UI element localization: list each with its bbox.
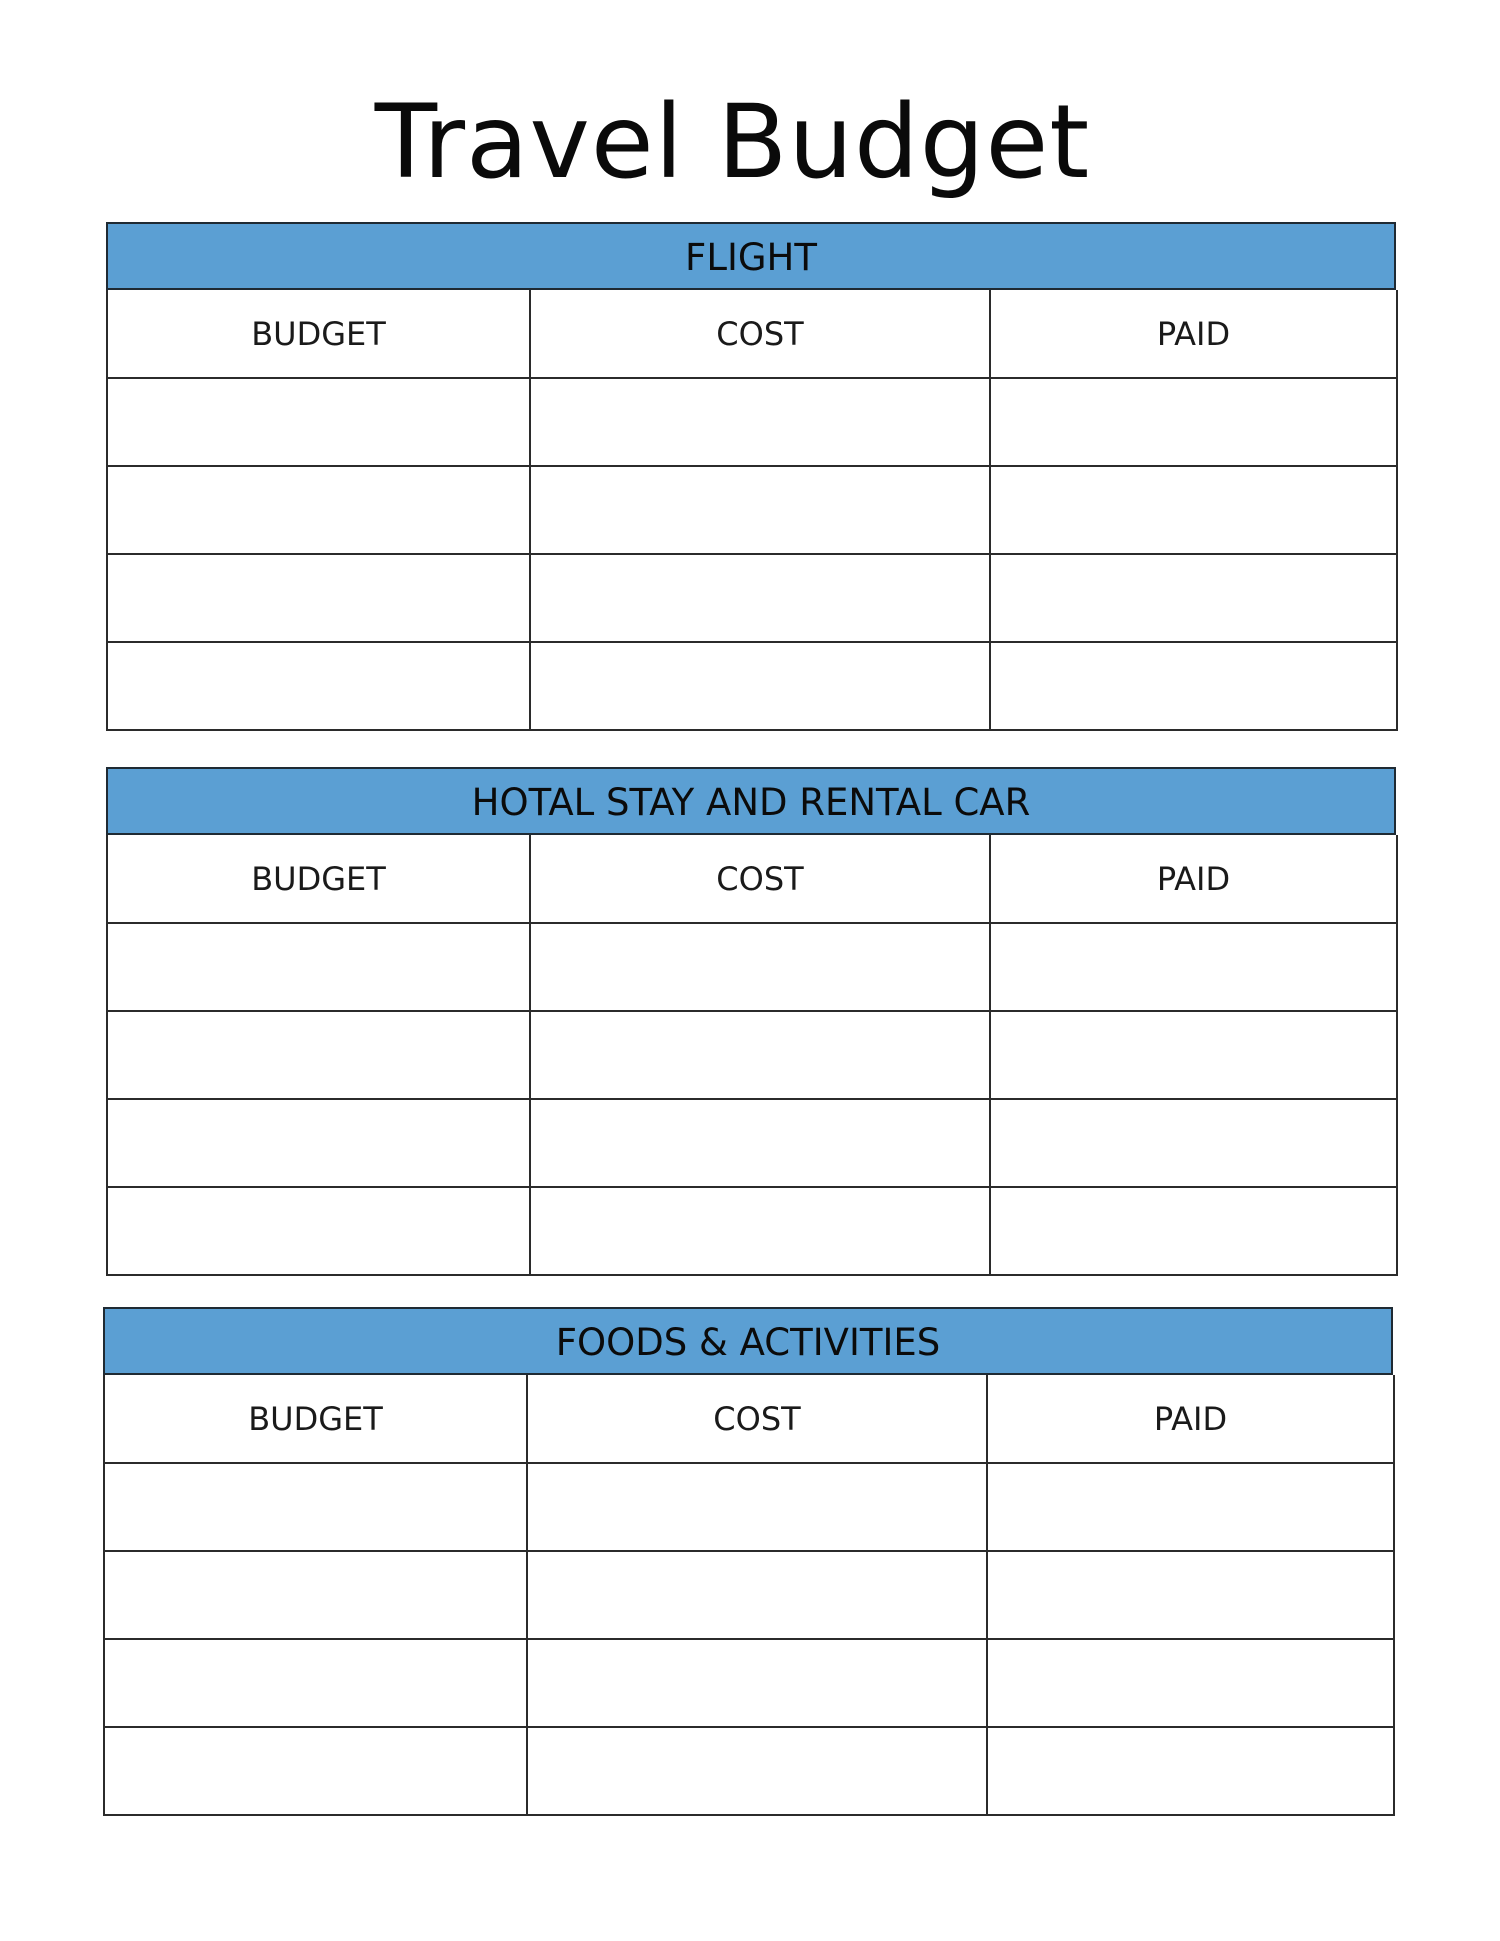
column-header-paid: PAID bbox=[987, 1375, 1394, 1463]
cost-cell[interactable] bbox=[530, 1011, 990, 1099]
foods-activities-section-header: FOODS & ACTIVITIES bbox=[103, 1307, 1393, 1375]
table-row bbox=[107, 923, 1397, 1011]
table-header-row bbox=[107, 290, 1397, 378]
paid-cell[interactable] bbox=[990, 923, 1397, 1011]
foods-activities-budget-table bbox=[103, 1375, 1395, 1816]
budget-cell[interactable] bbox=[107, 466, 530, 554]
table-row bbox=[104, 1463, 1394, 1551]
table-row bbox=[104, 1639, 1394, 1727]
paid-cell[interactable] bbox=[987, 1463, 1394, 1551]
cost-cell[interactable] bbox=[530, 1187, 990, 1275]
paid-cell[interactable] bbox=[987, 1551, 1394, 1639]
table-row bbox=[104, 1727, 1394, 1815]
flight-section-header: FLIGHT bbox=[106, 222, 1396, 290]
table-row bbox=[107, 1099, 1397, 1187]
cost-cell[interactable] bbox=[530, 554, 990, 642]
hotel-rental-section-header: HOTAL STAY AND RENTAL CAR bbox=[106, 767, 1396, 835]
cost-cell[interactable] bbox=[527, 1727, 987, 1815]
budget-cell[interactable] bbox=[104, 1463, 527, 1551]
column-header-paid: PAID bbox=[990, 835, 1397, 923]
table-header-row bbox=[107, 835, 1397, 923]
table-row bbox=[104, 1551, 1394, 1639]
table-row bbox=[107, 642, 1397, 730]
paid-cell[interactable] bbox=[987, 1639, 1394, 1727]
flight-section bbox=[106, 222, 1396, 731]
budget-cell[interactable] bbox=[104, 1551, 527, 1639]
table-row bbox=[107, 1011, 1397, 1099]
hotel-rental-budget-table bbox=[106, 835, 1398, 1276]
table-row bbox=[107, 466, 1397, 554]
table-row bbox=[107, 1187, 1397, 1275]
cost-cell[interactable] bbox=[530, 923, 990, 1011]
paid-cell[interactable] bbox=[990, 466, 1397, 554]
cost-cell[interactable] bbox=[527, 1639, 987, 1727]
paid-cell[interactable] bbox=[990, 1099, 1397, 1187]
budget-cell[interactable] bbox=[107, 378, 530, 466]
cost-cell[interactable] bbox=[530, 1099, 990, 1187]
cost-cell[interactable] bbox=[530, 466, 990, 554]
table-header-row bbox=[104, 1375, 1394, 1463]
cost-cell[interactable] bbox=[530, 642, 990, 730]
column-header-budget: BUDGET bbox=[104, 1375, 527, 1463]
budget-cell[interactable] bbox=[107, 923, 530, 1011]
budget-cell[interactable] bbox=[107, 554, 530, 642]
cost-cell[interactable] bbox=[527, 1463, 987, 1551]
hotel-rental-section bbox=[106, 767, 1396, 1276]
budget-cell[interactable] bbox=[107, 642, 530, 730]
column-header-paid: PAID bbox=[990, 290, 1397, 378]
paid-cell[interactable] bbox=[990, 642, 1397, 730]
budget-cell[interactable] bbox=[107, 1099, 530, 1187]
flight-budget-table bbox=[106, 290, 1398, 731]
paid-cell[interactable] bbox=[990, 1187, 1397, 1275]
paid-cell[interactable] bbox=[990, 554, 1397, 642]
column-header-cost: COST bbox=[530, 835, 990, 923]
paid-cell[interactable] bbox=[987, 1727, 1394, 1815]
table-row bbox=[107, 554, 1397, 642]
column-header-cost: COST bbox=[530, 290, 990, 378]
column-header-cost: COST bbox=[527, 1375, 987, 1463]
paid-cell[interactable] bbox=[990, 1011, 1397, 1099]
cost-cell[interactable] bbox=[527, 1551, 987, 1639]
page-title: Travel Budget bbox=[374, 83, 1091, 202]
budget-cell[interactable] bbox=[104, 1639, 527, 1727]
budget-cell[interactable] bbox=[104, 1727, 527, 1815]
column-header-budget: BUDGET bbox=[107, 835, 530, 923]
paid-cell[interactable] bbox=[990, 378, 1397, 466]
budget-cell[interactable] bbox=[107, 1011, 530, 1099]
budget-cell[interactable] bbox=[107, 1187, 530, 1275]
foods-activities-section bbox=[103, 1307, 1393, 1816]
column-header-budget: BUDGET bbox=[107, 290, 530, 378]
table-row bbox=[107, 378, 1397, 466]
cost-cell[interactable] bbox=[530, 378, 990, 466]
